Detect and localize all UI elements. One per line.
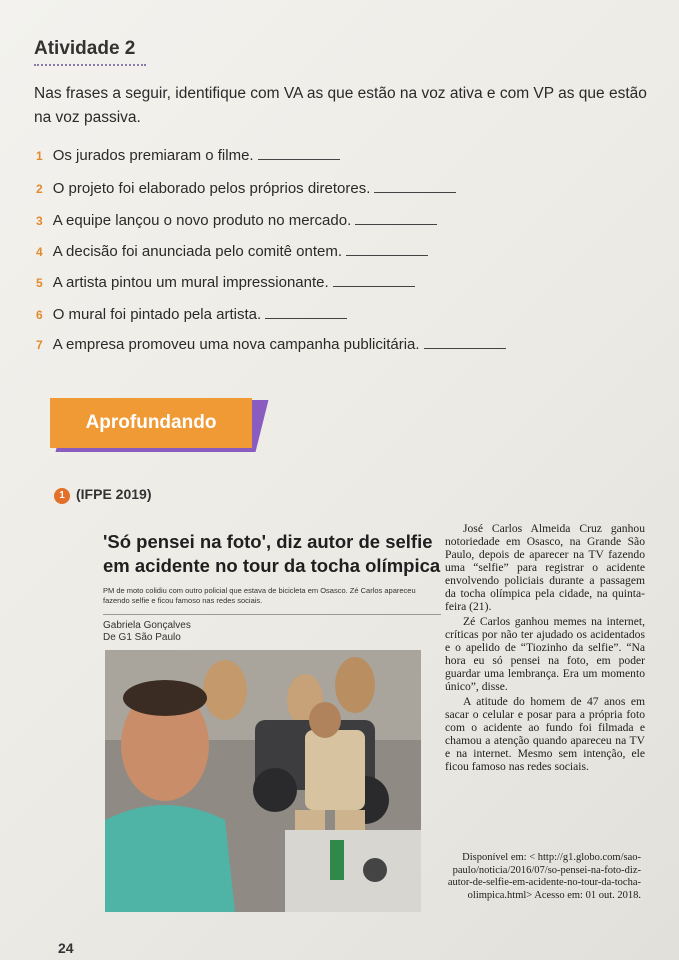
question-text: A equipe lançou o novo produto no mercado. xyxy=(52,212,352,229)
page-number: 24 xyxy=(58,940,74,956)
article-source: De G1 São Paulo xyxy=(103,632,181,643)
news-article xyxy=(103,518,663,936)
question-number-badge: 1 xyxy=(54,488,70,504)
answer-blank[interactable] xyxy=(424,334,506,349)
question-number: 5 xyxy=(36,276,43,290)
question-item xyxy=(36,272,415,291)
photo-illustration xyxy=(105,650,421,912)
question-item xyxy=(36,334,506,353)
question-text: O projeto foi elaborado pelos próprios diretores. xyxy=(52,180,371,197)
answer-blank[interactable] xyxy=(346,241,428,256)
answer-blank[interactable] xyxy=(265,304,347,319)
question-item xyxy=(36,304,347,323)
question-number: 6 xyxy=(36,308,43,322)
answer-blank[interactable] xyxy=(333,272,415,287)
question-text: A empresa promoveu uma nova campanha publicitária. xyxy=(52,336,420,353)
question-number: 1 xyxy=(36,149,43,163)
article-headline: 'Só pensei na foto', diz autor de selfie em acidente no tour da tocha olímpica xyxy=(103,531,441,576)
question-item xyxy=(36,210,437,229)
question-item xyxy=(36,145,340,164)
divider xyxy=(103,614,441,615)
question-item xyxy=(36,178,456,197)
question-text: A artista pintou um mural impressionante. xyxy=(52,274,329,291)
section-banner: Aprofundando xyxy=(50,398,252,448)
article-body xyxy=(445,522,645,773)
answer-blank[interactable] xyxy=(374,178,456,193)
article-author: Gabriela Gonçalves xyxy=(103,620,191,631)
article-paragraph: Zé Carlos ganhou memes na internet, críticas por não ter ajudado os acidentados e o apelido de “Tiozinho da selfie”. “Na hora eu só pensei na foto, em poder guardar uma lembrança. Era um momento único”, disse. xyxy=(445,615,645,693)
question-item xyxy=(36,241,428,260)
title-underline xyxy=(34,64,146,66)
question-text: Os jurados premiaram o filme. xyxy=(52,147,254,164)
question-source-label: (IFPE 2019) xyxy=(76,486,152,502)
activity-instruction: Nas frases a seguir, identifique com VA as que estão na voz ativa e com VP as que estão na voz passiva. xyxy=(34,85,647,126)
question-text: O mural foi pintado pela artista. xyxy=(52,306,262,323)
question-source xyxy=(54,486,151,504)
question-text: A decisão foi anunciada pelo comitê ontem. xyxy=(52,243,343,260)
selfie-photo xyxy=(105,650,421,912)
article-paragraph: José Carlos Almeida Cruz ganhou notoriedade em Osasco, na Grande São Paulo, depois de aparecer na TV fazendo uma “selfie” para registrar o acidente envolvendo policiais durante a passagem da tocha olímpica pela cidade, na quinta-feira (21). xyxy=(445,522,645,613)
question-number: 4 xyxy=(36,245,43,259)
article-citation: Disponível em: < http://g1.globo.com/sao-paulo/noticia/2016/07/so-pensei-na-foto-diz-autor-de-selfie-em-acidente-no-tour-da-tocha-olimpica.html> Acesso em: 01 out. 2018. xyxy=(447,852,641,901)
question-number: 2 xyxy=(36,182,43,196)
activity-title: Atividade 2 xyxy=(34,38,136,59)
article-subtitle: PM de moto colidiu com outro policial que estava de bicicleta em Osasco. Zé Carlos apareceu fazendo selfie e ficou famoso nas redes sociais. xyxy=(103,586,416,605)
question-number: 3 xyxy=(36,214,43,228)
article-paragraph: A atitude do homem de 47 anos em sacar o celular e posar para a própria foto com o acidente ao fundo foi filmada e chamou a atenção quando apareceu na TV e na internet. Mesmo sem intenção, ele ficou famoso nas redes sociais. xyxy=(445,695,645,773)
answer-blank[interactable] xyxy=(258,145,340,160)
question-number: 7 xyxy=(36,338,43,352)
answer-blank[interactable] xyxy=(355,210,437,225)
